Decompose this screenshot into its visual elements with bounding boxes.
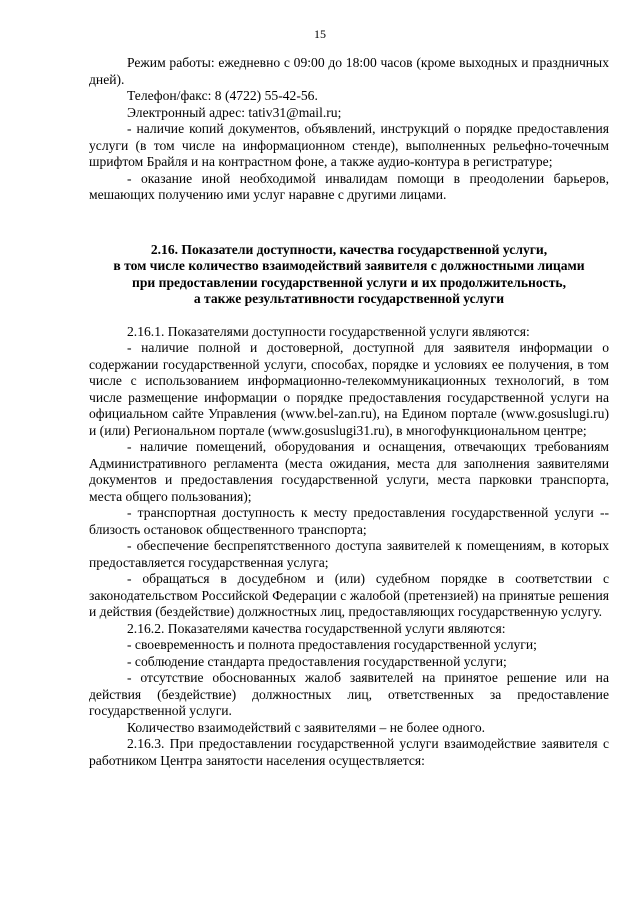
heading-line: а также результативности государственной услуги bbox=[193, 291, 505, 306]
paragraph-transport: - транспортная доступность к месту предоставления государственной услуги -- близость остановок общественного транспорта; bbox=[89, 505, 609, 537]
paragraph-other-help: - оказание иной необходимой инвалидам помощи в преодолении барьеров, мешающих получению ими услуг наравне с другими лицами. bbox=[89, 170, 609, 202]
page-number: 15 bbox=[314, 27, 326, 41]
paragraph-interaction-count: Количество взаимодействий с заявителями – не более одного. bbox=[127, 719, 486, 735]
paragraph-phone: Телефон/факс: 8 (4722) 55-42-56. bbox=[127, 88, 318, 103]
paragraph-braille-docs: - наличие копий документов, объявлений, инструкций о порядке предоставления услуги (в том числе на информационном стенде), выполненных рельефно-точечным шрифтом Брайля и на контрастном фоне, а также аудио-контура в регистратуре; bbox=[89, 121, 609, 169]
paragraph-no-complaints: - отсутствие обоснованных жалоб заявителей на принятое решение или на действия (бездействие) должностных лиц, ответственных за предоставление государственной услуги. bbox=[89, 670, 609, 718]
heading-line: при предоставлении государственной услуги и их продолжительность, bbox=[132, 274, 566, 290]
paragraph-2-16-3: 2.16.3. При предоставлении государственной услуги взаимодействие заявителя с работником Центра занятости населения осуществляется: bbox=[89, 736, 609, 768]
paragraph-appeal: - обращаться в досудебном и (или) судебном порядке в соответствии с законодательством Российской Федерации с жалобой (претензией) на принятые решения и действия (бездействие) должностных лиц, предоставляющих государственную услугу. bbox=[89, 571, 609, 619]
paragraph-2-16-2: 2.16.2. Показателями качества государственной услуги являются: bbox=[127, 620, 506, 636]
paragraph-info-availability: - наличие полной и достоверной, доступной для заявителя информации о содержании государственной услуги, способах, порядке и условиях ее получения, в том числе с использованием информационно-телекоммуникационных технологий, в том числе размещение информации о порядке предоставления государственной услуги на официальном сайте Управления (www.bel-zan.ru), на Едином портале (www.gosuslugi.ru) и (или) Региональном портале (www.gosuslugi31.ru), в многофункциональном центре; bbox=[89, 340, 609, 438]
paragraph-timeliness: - своевременность и полнота предоставления государственной услуги; bbox=[127, 637, 537, 652]
paragraph-premises: - наличие помещений, оборудования и оснащения, отвечающих требованиям Административного регламента (места ожидания, места для заполнения заявителями документов и предоставления государственной услуги, места парковки транспорта, места общего пользования); bbox=[89, 439, 609, 504]
heading-line: в том числе количество взаимодействий заявителя с должностными лицами bbox=[113, 258, 585, 273]
paragraph-2-16-1: 2.16.1. Показателями доступности государственной услуги являются: bbox=[127, 323, 530, 339]
paragraph-work-hours: Режим работы: ежедневно с 09:00 до 18:00 часов (кроме выходных и праздничных дней). bbox=[89, 55, 609, 87]
section-heading bbox=[89, 242, 609, 308]
paragraph-standard: - соблюдение стандарта предоставления государственной услуги; bbox=[127, 653, 507, 669]
paragraph-email: Электронный адрес: tativ31@mail.ru; bbox=[127, 104, 342, 120]
paragraph-access: - обеспечение беспрепятственного доступа заявителей к помещениям, в которых предоставляется государственная услуга; bbox=[89, 538, 609, 570]
heading-line: 2.16. Показатели доступности, качества государственной услуги, bbox=[150, 241, 548, 257]
document-body bbox=[89, 55, 609, 769]
